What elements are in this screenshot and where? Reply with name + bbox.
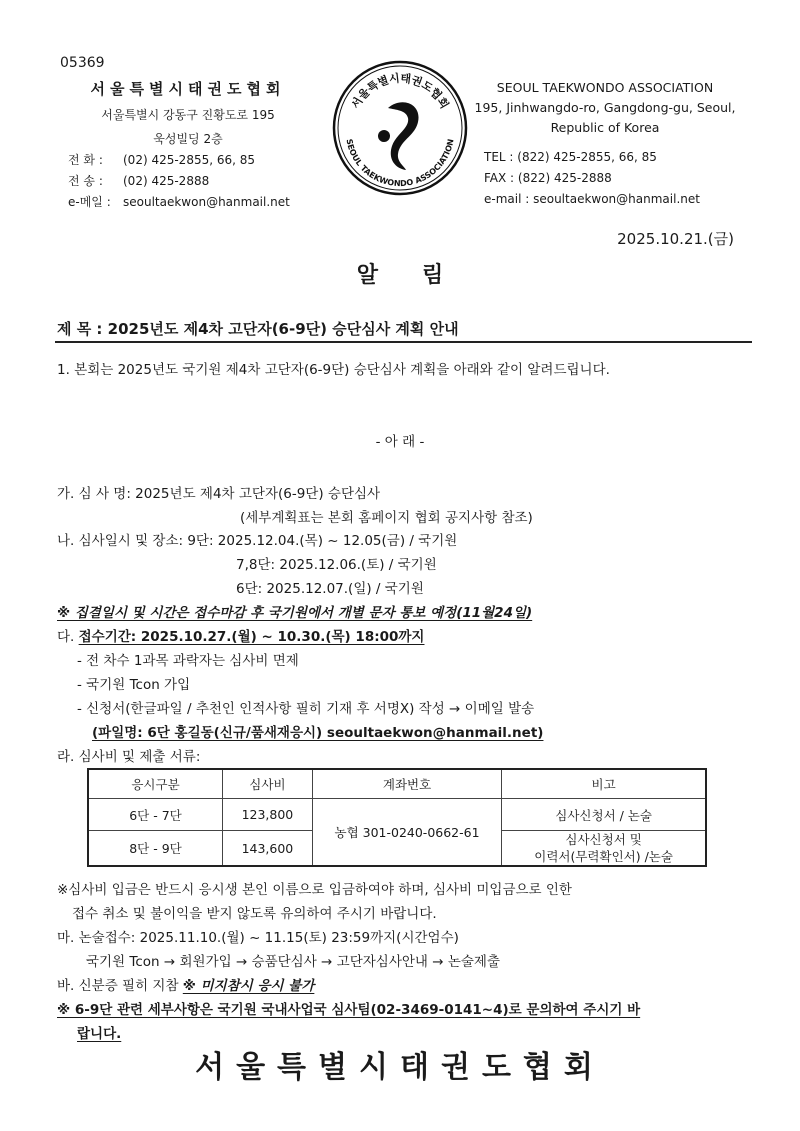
- fee-cell: 123,800: [223, 799, 313, 831]
- korean-org-name: 서울특별시태권도협회: [90, 80, 286, 98]
- note-line-2: 이력서(무력확인서) /논술: [534, 849, 673, 864]
- essay-submit-path: 국기원 Tcon → 회원가입 → 승품단심사 → 고단자심사안내 → 논술제출: [86, 954, 501, 970]
- grade-cell: 6단 - 7단: [88, 799, 223, 831]
- fee-notice-line-2: 접수 취소 및 불이익을 받지 않도록 유의하여 주시기 바랍니다.: [72, 906, 437, 922]
- item-ga-note: (세부계획표는 본회 홈페이지 협회 공지사항 참조): [240, 510, 533, 526]
- email-value: seoultaekwon@hanmail.net: [123, 195, 290, 209]
- fax-value: (02) 425-2888: [123, 174, 210, 188]
- item-da-3: - 신청서(한글파일 / 추천인 인적사항 필히 기재 후 서명X) 작성 → 이메일 발송: [77, 701, 535, 717]
- postal-code: 05369: [60, 55, 105, 71]
- korean-address-line-1: 서울특별시 강동구 진황도로 195: [101, 108, 275, 122]
- korean-contact-block: [68, 150, 290, 213]
- intro-paragraph: 1. 본회는 2025년도 국기원 제4차 고단자(6-9단) 승단심사 계획을 아래와 같이 알려드립니다.: [57, 362, 610, 378]
- phone-label: 전 화 :: [68, 153, 103, 167]
- korean-org-block: [62, 78, 314, 147]
- email-label: e-메일 :: [68, 195, 111, 209]
- english-tel: TEL : (822) 425-2855, 66, 85: [484, 150, 657, 164]
- header-note: 비고: [502, 769, 706, 799]
- item-ra: 라. 심사비 및 제출 서류:: [57, 749, 201, 765]
- item-ma: 마. 논술접수: 2025.11.10.(월) ~ 11.15(토) 23:59까지(시간엄수): [57, 930, 459, 946]
- item-da-prefix: 다.: [57, 629, 79, 645]
- item-da-1: - 전 차수 1과목 과락자는 심사비 면제: [77, 653, 299, 669]
- english-address-line-2: Republic of Korea: [550, 120, 660, 135]
- item-na-line-2: 7,8단: 2025.12.06.(토) / 국기원: [236, 557, 437, 573]
- item-na: 나. 심사일시 및 장소: 9단: 2025.12.04.(목) ~ 12.05(금) / 국기원: [57, 533, 458, 549]
- fax-label: 전 송 :: [68, 174, 103, 188]
- note-line-1: 심사신청서 및: [565, 832, 642, 847]
- item-ga: 가. 심 사 명: 2025년도 제4차 고단자(6-9단) 승단심사: [57, 486, 381, 502]
- item-da-2: - 국기원 Tcon 가입: [77, 677, 191, 693]
- header-fee: 심사비: [223, 769, 313, 799]
- english-address-line-1: 195, Jinhwangdo-ro, Gangdong-gu, Seoul,: [474, 100, 736, 115]
- english-org-block: [470, 80, 740, 140]
- english-fax: FAX : (822) 425-2888: [484, 171, 612, 185]
- id-warning: ※ 미지참시 응시 불가: [182, 978, 315, 994]
- note-cell: [502, 831, 706, 867]
- account-cell: 농협 301-0240-0662-61: [312, 799, 501, 867]
- item-da: [57, 625, 424, 645]
- contact-notice-line-1: ※ 6-9단 관련 세부사항은 국기원 국내사업국 심사팀(02-3469-0141~4)로 문의하여 주시기 바: [57, 1002, 641, 1018]
- note-cell: 심사신청서 / 논술: [502, 799, 706, 831]
- header-account: 계좌번호: [312, 769, 501, 799]
- footer-org-name: 서울특별시태권도협회: [195, 1050, 605, 1085]
- seal-english-text: SEOUL TAEKWONDO ASSOCIATION: [344, 138, 456, 189]
- phone-value: (02) 425-2855, 66, 85: [123, 153, 256, 167]
- item-na-line-3: 6단: 2025.12.07.(일) / 국기원: [236, 581, 424, 597]
- document-subject: 제 목 : 2025년도 제4차 고단자(6-9단) 승단심사 계획 안내: [57, 320, 459, 338]
- below-marker: - 아 래 -: [375, 434, 425, 450]
- fee-table-header: [88, 769, 706, 799]
- table-row: [88, 799, 706, 831]
- item-ba-prefix: 바. 신분증 필히 지참: [57, 978, 183, 994]
- contact-notice-line-2: 랍니다.: [77, 1026, 122, 1042]
- fee-cell: 143,600: [223, 831, 313, 867]
- english-email: e-mail : seoultaekwon@hanmail.net: [484, 192, 700, 206]
- seal-korean-text: 서울특별시태권도협회: [348, 71, 452, 111]
- gather-notice: ※ 집결일시 및 시간은 접수마감 후 국기원에서 개별 문자 통보 예정(11월24일): [57, 605, 533, 621]
- english-contact-block: [484, 147, 700, 210]
- grade-cell: 8단 - 9단: [88, 831, 223, 867]
- header-grade: 응시구분: [88, 769, 223, 799]
- association-seal-logo: [330, 58, 470, 198]
- document-title: 알림: [356, 263, 488, 288]
- subject-divider: [55, 341, 752, 343]
- fee-table: [87, 768, 707, 867]
- english-org-name: SEOUL TAEKWONDO ASSOCIATION: [496, 80, 714, 95]
- document-date: 2025.10.21.(금): [617, 230, 734, 248]
- reception-period: 접수기간: 2025.10.27.(월) ~ 10.30.(목) 18:00까지: [78, 629, 425, 645]
- fee-notice-line-1: ※심사비 입금은 반드시 응시생 본인 이름으로 입금하여야 하며, 심사비 미입금으로 인한: [57, 882, 572, 898]
- item-ba: [57, 974, 314, 994]
- korean-address-line-2: 욱성빌딩 2층: [153, 132, 223, 146]
- file-name-format: (파일명: 6단 홍길동(신규/품새재응시) seoultaekwon@hanmail.net): [92, 725, 544, 741]
